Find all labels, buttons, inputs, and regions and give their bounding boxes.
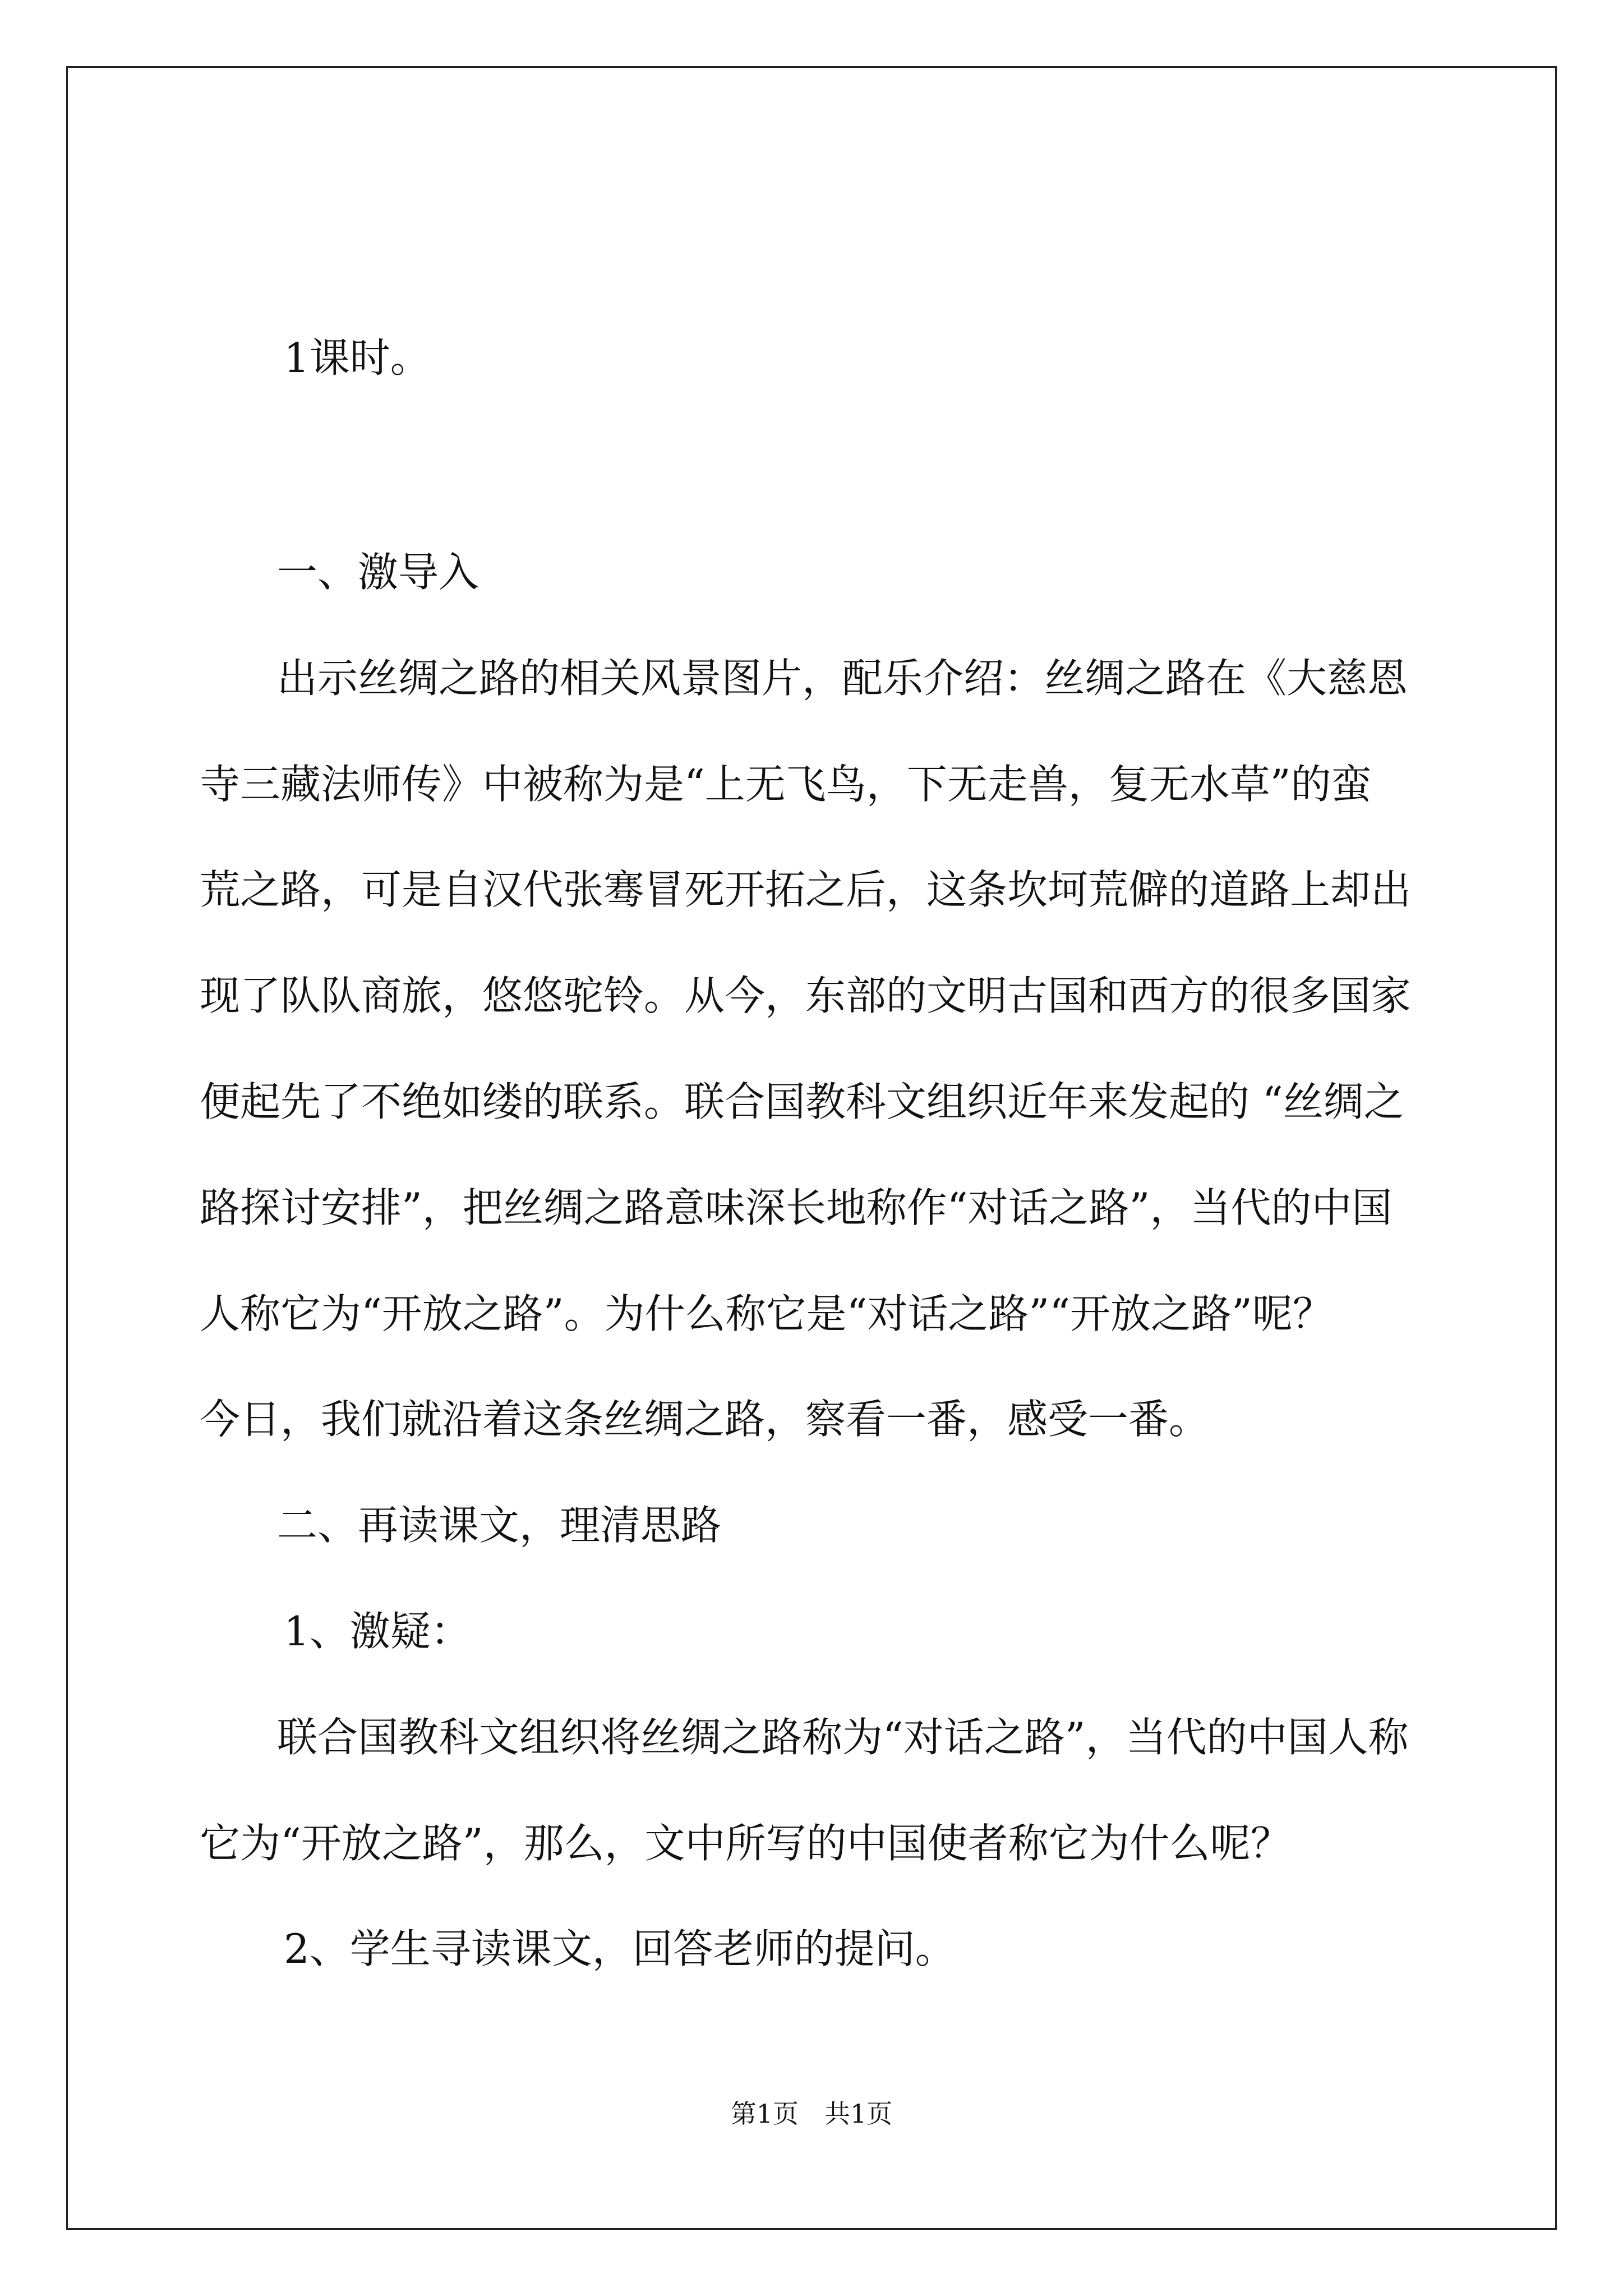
list-item-heading: 1、激疑： xyxy=(284,1608,471,1655)
paragraph-line: 便起先了不绝如缕的联系。联合国教科文组织近年来发起的 “丝绸之 xyxy=(200,1078,1404,1125)
paragraph-line: 它为“开放之路”，那么，文中所写的中国使者称它为什么呢？ xyxy=(200,1820,1291,1867)
paragraph-line: 寺三藏法师传》中被称为是“上无飞鸟，下无走兽，复无水草”的蛮 xyxy=(200,761,1372,808)
paragraph-line: 联合国教科文组织将丝绸之路称为“对话之路”，当代的中国人称 xyxy=(277,1714,1409,1761)
paragraph-line: 荒之路，可是自汉代张骞冒死开拓之后，这条坎坷荒僻的道路上却出 xyxy=(200,866,1412,913)
section-heading-2: 二、再读课文，理清思路 xyxy=(277,1502,722,1549)
paragraph-line: 今日，我们就沿着这条丝绸之路，察看一番，感受一番。 xyxy=(200,1396,1210,1443)
section-heading-1: 一、激导入 xyxy=(277,549,479,596)
paragraph-line: 出示丝绸之路的相关风景图片，配乐介绍：丝绸之路在《大慈恩 xyxy=(277,655,1408,702)
paragraph-line: 路探讨安排”，把丝绸之路意味深长地称作“对话之路”，当代的中国 xyxy=(200,1184,1393,1231)
page-number-footer: 第1页 共1页 xyxy=(730,2099,893,2129)
page-frame xyxy=(66,66,1557,2230)
lesson-duration: 1课时。 xyxy=(284,334,431,381)
paragraph-line: 现了队队商旅，悠悠驼铃。从今，东部的文明古国和西方的很多国家 xyxy=(200,972,1412,1019)
paragraph-line: 人称它为“开放之路”。为什么称它是“对话之路”“开放之路”呢？ xyxy=(200,1290,1333,1337)
list-item-heading: 2、学生寻读课文，回答老师的提问。 xyxy=(284,1925,956,1972)
